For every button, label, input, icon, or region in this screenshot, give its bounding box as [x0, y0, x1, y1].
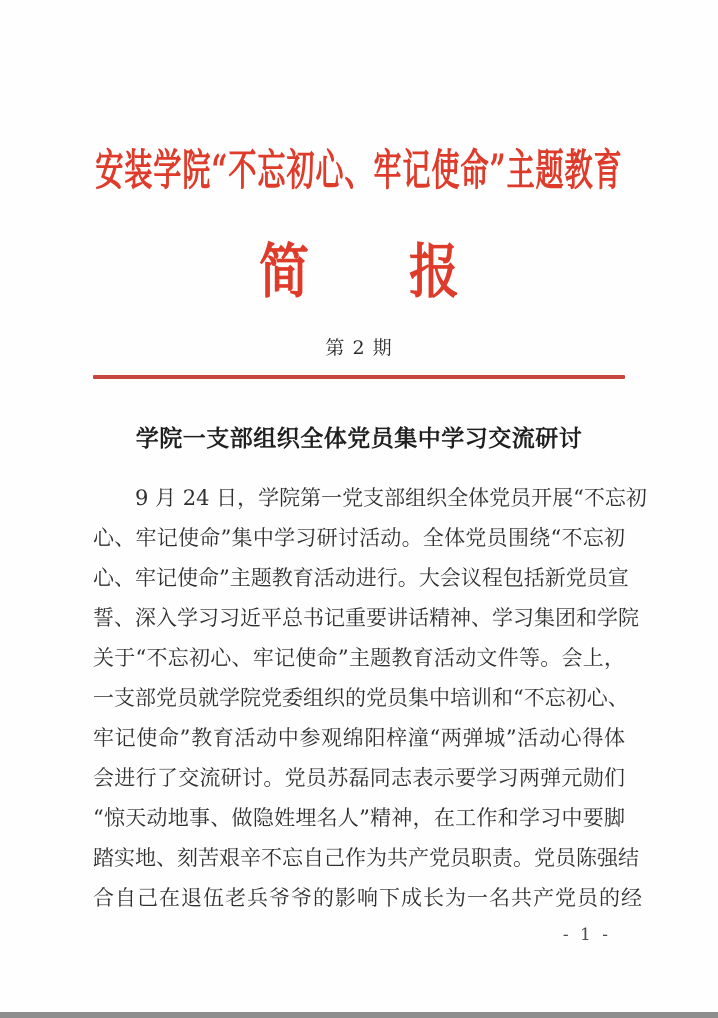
masthead-title-line1: 安装学院“不忘初心、牢记使命”主题教育 — [95, 144, 623, 196]
article-heading: 学院一支部组织全体党员集中学习交流研讨 — [135, 426, 583, 452]
body-line: 合自己在退伍老兵爷爷的影响下成长为一名共产党员的经 — [93, 886, 643, 910]
masthead-title-line2: 简 报 — [259, 236, 459, 307]
body-line: 关于“不忘初心、牢记使命”主题教育活动文件等。会上， — [93, 646, 625, 670]
body-line: 会进行了交流研讨。党员苏磊同志表示要学习两弹元勋们 — [93, 766, 625, 790]
body-line: 踏实地、刻苦艰辛不忘自己作为共产党员职责。党员陈强结 — [93, 846, 639, 870]
body-line: 心、牢记使命”集中学习研讨活动。全体党员围绕“不忘初 — [93, 526, 625, 550]
body-line: 9 月 24 日，学院第一党支部组织全体党员开展“不忘初 — [135, 486, 647, 510]
body-line: 心、牢记使命”主题教育活动进行。大会议程包括新党员宣 — [93, 566, 629, 590]
body-line: “惊天动地事、做隐姓埋名人”精神，在工作和学习中要脚 — [93, 806, 625, 830]
body-line: 一支部党员就学院党委组织的党员集中培训和“不忘初心、 — [93, 686, 629, 710]
page-number: - 1 - — [562, 925, 611, 945]
issue-label: 第 2 期 — [325, 337, 393, 359]
red-divider-rule — [93, 375, 625, 379]
scan-edge-bottom — [0, 1012, 718, 1018]
body-line: 誓、深入学习习近平总书记重要讲话精神、学习集团和学院 — [93, 606, 639, 630]
masthead — [93, 135, 625, 379]
article-body — [93, 478, 647, 918]
article — [93, 423, 647, 918]
body-line: 牢记使命”教育活动中参观绵阳梓潼“两弹城”活动心得体 — [93, 726, 625, 750]
